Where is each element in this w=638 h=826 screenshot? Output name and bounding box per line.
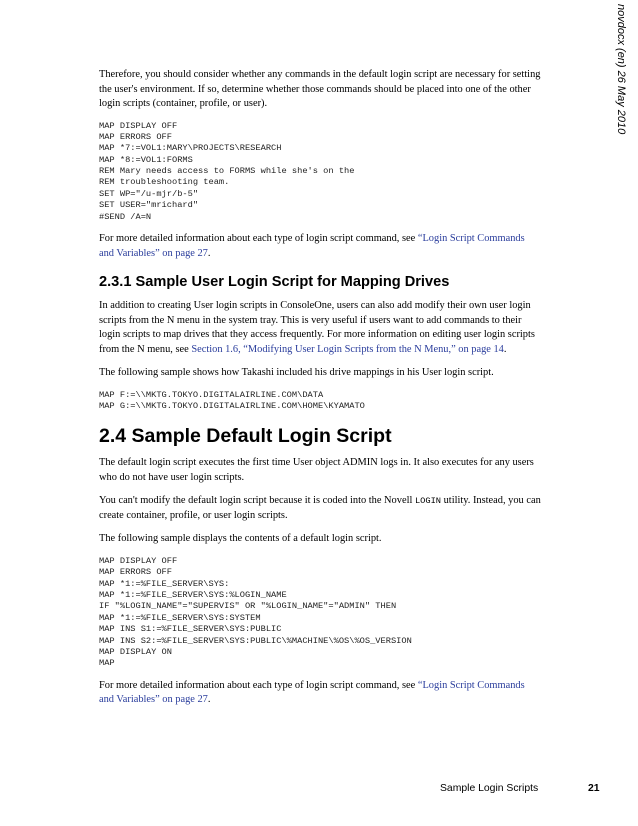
default-script-paragraph: The default login script executes the first time User object ADMIN logs in. It also executes for any users who do not have user login scripts. xyxy=(99,457,534,483)
code-line: MAP *1:=%FILE_SERVER\SYS:SYSTEM xyxy=(99,612,261,623)
code-line: MAP INS S2:=%FILE_SERVER\SYS:PUBLIC\%MACHINE\%OS\%OS_VERSION xyxy=(99,635,412,646)
intro-paragraph: Therefore, you should consider whether any commands in the default login script are necessary for setting the user's environment. If so, determine whether those commands should be placed into one of the other login scripts (container, profile, or user). xyxy=(99,69,541,109)
document-version-label: novdocx (en) 26 May 2010 xyxy=(615,4,627,135)
code-line: MAP *7:=VOL1:MARY\PROJECTS\RESEARCH xyxy=(99,143,282,154)
code-line: MAP F:=\\MKTG.TOKYO.DIGITALAIRLINE.COM\DATA xyxy=(99,389,324,400)
code-line: MAP *1:=%FILE_SERVER\SYS:%LOGIN_NAME xyxy=(99,589,287,600)
section-heading-2-4: 2.4 Sample Default Login Script xyxy=(99,425,392,448)
login-utility-code: LOGIN xyxy=(414,496,442,507)
page-number: 21 xyxy=(588,783,600,794)
code-line: #SEND /A=N xyxy=(99,211,152,222)
link-section-1-6[interactable]: Section 1.6, “Modifying User Login Scripts from the N Menu,” on page 14 xyxy=(191,343,504,355)
code-line: MAP DISPLAY OFF xyxy=(99,120,178,131)
code-line: MAP ERRORS OFF xyxy=(99,567,172,578)
see-also-paragraph-1: For more detailed information about each type of login script command, see “Login Script Commands and Variables” on page 27. xyxy=(99,233,525,259)
code-line: IF "%LOGIN_NAME"="SUPERVIS" OR "%LOGIN_NAME"="ADMIN" THEN xyxy=(99,601,397,612)
page-footer xyxy=(440,783,600,794)
user-login-script-paragraph: In addition to creating User login scripts in ConsoleOne, users can also add modify their own user login scripts from the N menu in the system tray. This is very useful if users want to add commands to their login scripts to map drives that they access frequently. For more information on editing user login scripts from the N menu, see Section 1.6, “Modifying User Login Scripts from the N Menu,” on page 14. xyxy=(99,300,535,355)
code-line: MAP *8:=VOL1:FORMS xyxy=(99,154,193,165)
takashi-paragraph: The following sample shows how Takashi included his drive mappings in his User login script. xyxy=(99,367,494,379)
following-sample-paragraph: The following sample displays the contents of a default login script. xyxy=(99,533,382,545)
code-block-takashi xyxy=(99,390,541,413)
code-line: MAP INS S1:=%FILE_SERVER\SYS:PUBLIC xyxy=(99,624,282,635)
code-line: MAP *1:=%FILE_SERVER\SYS: xyxy=(99,578,230,589)
code-line: SET USER="mrichard" xyxy=(99,200,199,211)
cannot-modify-paragraph: You can't modify the default login script because it is coded into the Novell LOGIN utility. Instead, you can create container, profile, or user login scripts. xyxy=(99,495,541,521)
code-line: MAP DISPLAY OFF xyxy=(99,555,178,566)
code-line: MAP DISPLAY ON xyxy=(99,646,172,657)
link-login-script-commands[interactable]: “Login Script Commands and Variables” on page 27 xyxy=(99,233,525,259)
code-line: REM troubleshooting team. xyxy=(99,177,230,188)
code-block-default xyxy=(99,556,541,670)
see-also-paragraph-2: For more detailed information about each type of login script command, see “Login Script Commands and Variables” on page 27. xyxy=(99,679,525,706)
code-line: MAP G:=\\MKTG.TOKYO.DIGITALAIRLINE.COM\HOME\KYAMATO xyxy=(99,400,365,411)
page-content xyxy=(99,68,541,717)
code-block-mary xyxy=(99,121,541,224)
code-line: MAP ERRORS OFF xyxy=(99,131,172,142)
section-heading-2-3-1: 2.3.1 Sample User Login Script for Mapping Drives xyxy=(99,274,450,291)
code-line: REM Mary needs access to FORMS while she's on the xyxy=(99,166,355,177)
link-login-script-commands-2[interactable]: “Login Script Commands and Variables” on page 27 xyxy=(99,679,525,706)
code-line: SET WP="/u-mjr/b-5" xyxy=(99,188,199,199)
footer-title: Sample Login Scripts xyxy=(440,783,539,794)
code-line: MAP xyxy=(99,658,115,669)
